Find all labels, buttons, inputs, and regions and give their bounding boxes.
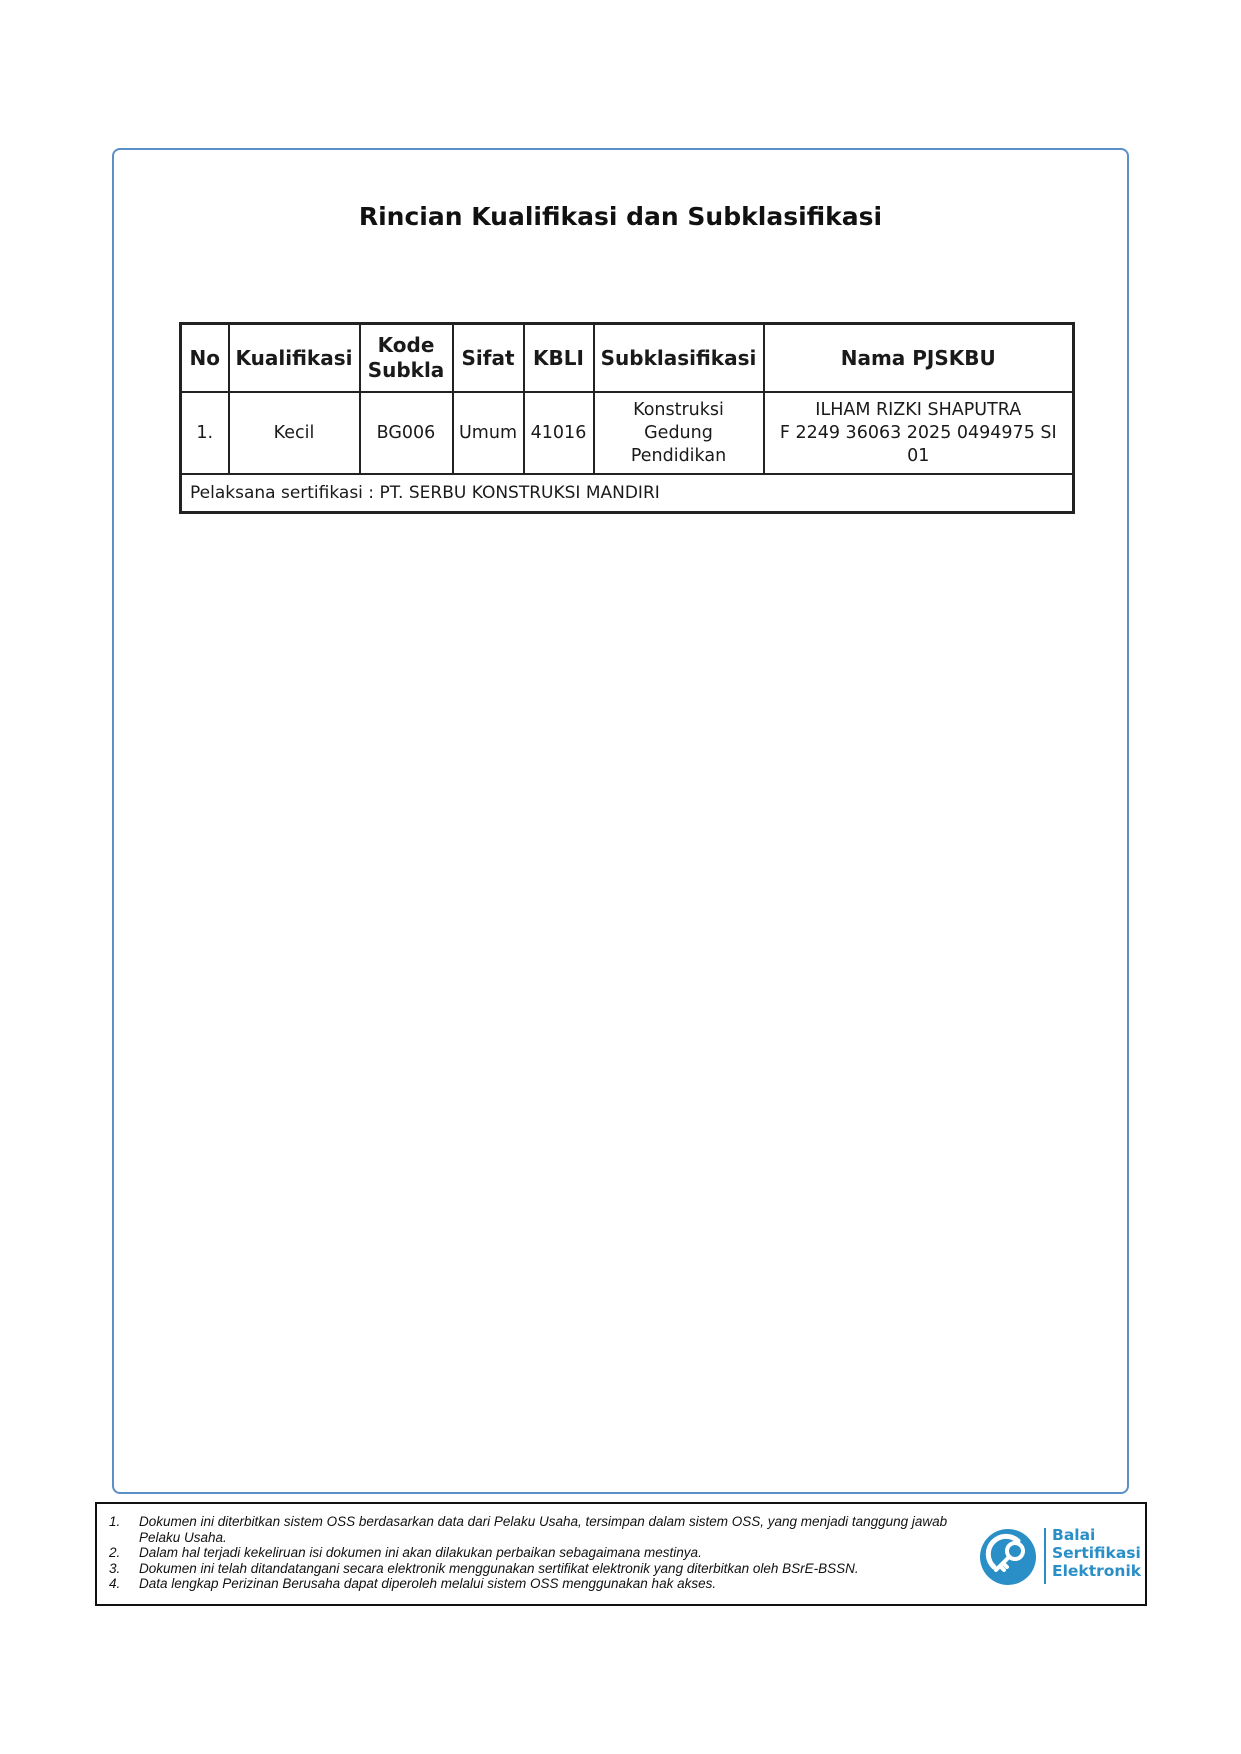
header-no: No [181, 324, 229, 393]
note-number: 2. [109, 1545, 121, 1560]
pjskbu-name: ILHAM RIZKI SHAPUTRA [815, 399, 1022, 420]
footer-notes [95, 1502, 1147, 1606]
table-footer-row [181, 474, 1074, 513]
cell-nama-pjskbu [764, 392, 1074, 474]
note-number: 1. [109, 1514, 121, 1529]
logo-line-1: Balai [1052, 1526, 1096, 1544]
page-title: Rincian Kualifikasi dan Subklasifikasi [358, 202, 883, 231]
qualification-table [179, 322, 1075, 514]
pjskbu-id: F 2249 36063 2025 0494975 SI 01 [779, 422, 1057, 466]
note-item [109, 1545, 989, 1561]
logo-line-2: Sertifikasi [1052, 1544, 1141, 1562]
logo-line-3: Elektronik [1052, 1562, 1142, 1580]
document-frame [112, 148, 1129, 1494]
note-text: Dokumen ini diterbitkan sistem OSS berdasarkan data dari Pelaku Usaha, tersimpan dalam sistem OSS, yang menjadi tanggung jawab Pelaku Usaha. [139, 1514, 948, 1545]
cell-no: 1. [181, 392, 229, 474]
logo-divider [1044, 1528, 1046, 1584]
note-text: Dalam hal terjadi kekeliruan isi dokumen ini akan dilakukan perbaikan sebagaimana mestinya. [139, 1545, 702, 1560]
header-kode-subkla: Kode Subkla [360, 324, 453, 393]
cell-kode-subkla: BG006 [360, 392, 453, 474]
notes-list [109, 1514, 989, 1592]
header-kualifikasi: Kualifikasi [229, 324, 360, 393]
header-sifat: Sifat [453, 324, 524, 393]
note-text: Data lengkap Perizinan Berusaha dapat diperoleh melalui sistem OSS menggunakan hak akses. [139, 1576, 717, 1591]
table-header-row [181, 324, 1074, 393]
pelaksana-sertifikasi: Pelaksana sertifikasi : PT. SERBU KONSTRUKSI MANDIRI [181, 474, 1074, 513]
header-kbli: KBLI [524, 324, 594, 393]
cell-kbli: 41016 [524, 392, 594, 474]
bsre-logo [978, 1524, 1143, 1590]
cell-sifat: Umum [453, 392, 524, 474]
note-item [109, 1514, 989, 1545]
header-subklasifikasi: Subklasifikasi [594, 324, 764, 393]
note-item [109, 1576, 989, 1592]
logo-wordmark [1052, 1526, 1141, 1580]
cell-kualifikasi: Kecil [229, 392, 360, 474]
table-row [181, 392, 1074, 474]
note-item [109, 1561, 989, 1577]
header-nama-pjskbu: Nama PJSKBU [764, 324, 1074, 393]
cell-subklasifikasi: Konstruksi Gedung Pendidikan [594, 392, 764, 474]
note-number: 4. [109, 1576, 121, 1591]
note-text: Dokumen ini telah ditandatangani secara elektronik menggunakan sertifikat elektronik yang diterbitkan oleh BSrE-BSSN. [139, 1560, 859, 1576]
key-seal-icon [978, 1527, 1038, 1587]
note-number: 3. [109, 1560, 121, 1576]
